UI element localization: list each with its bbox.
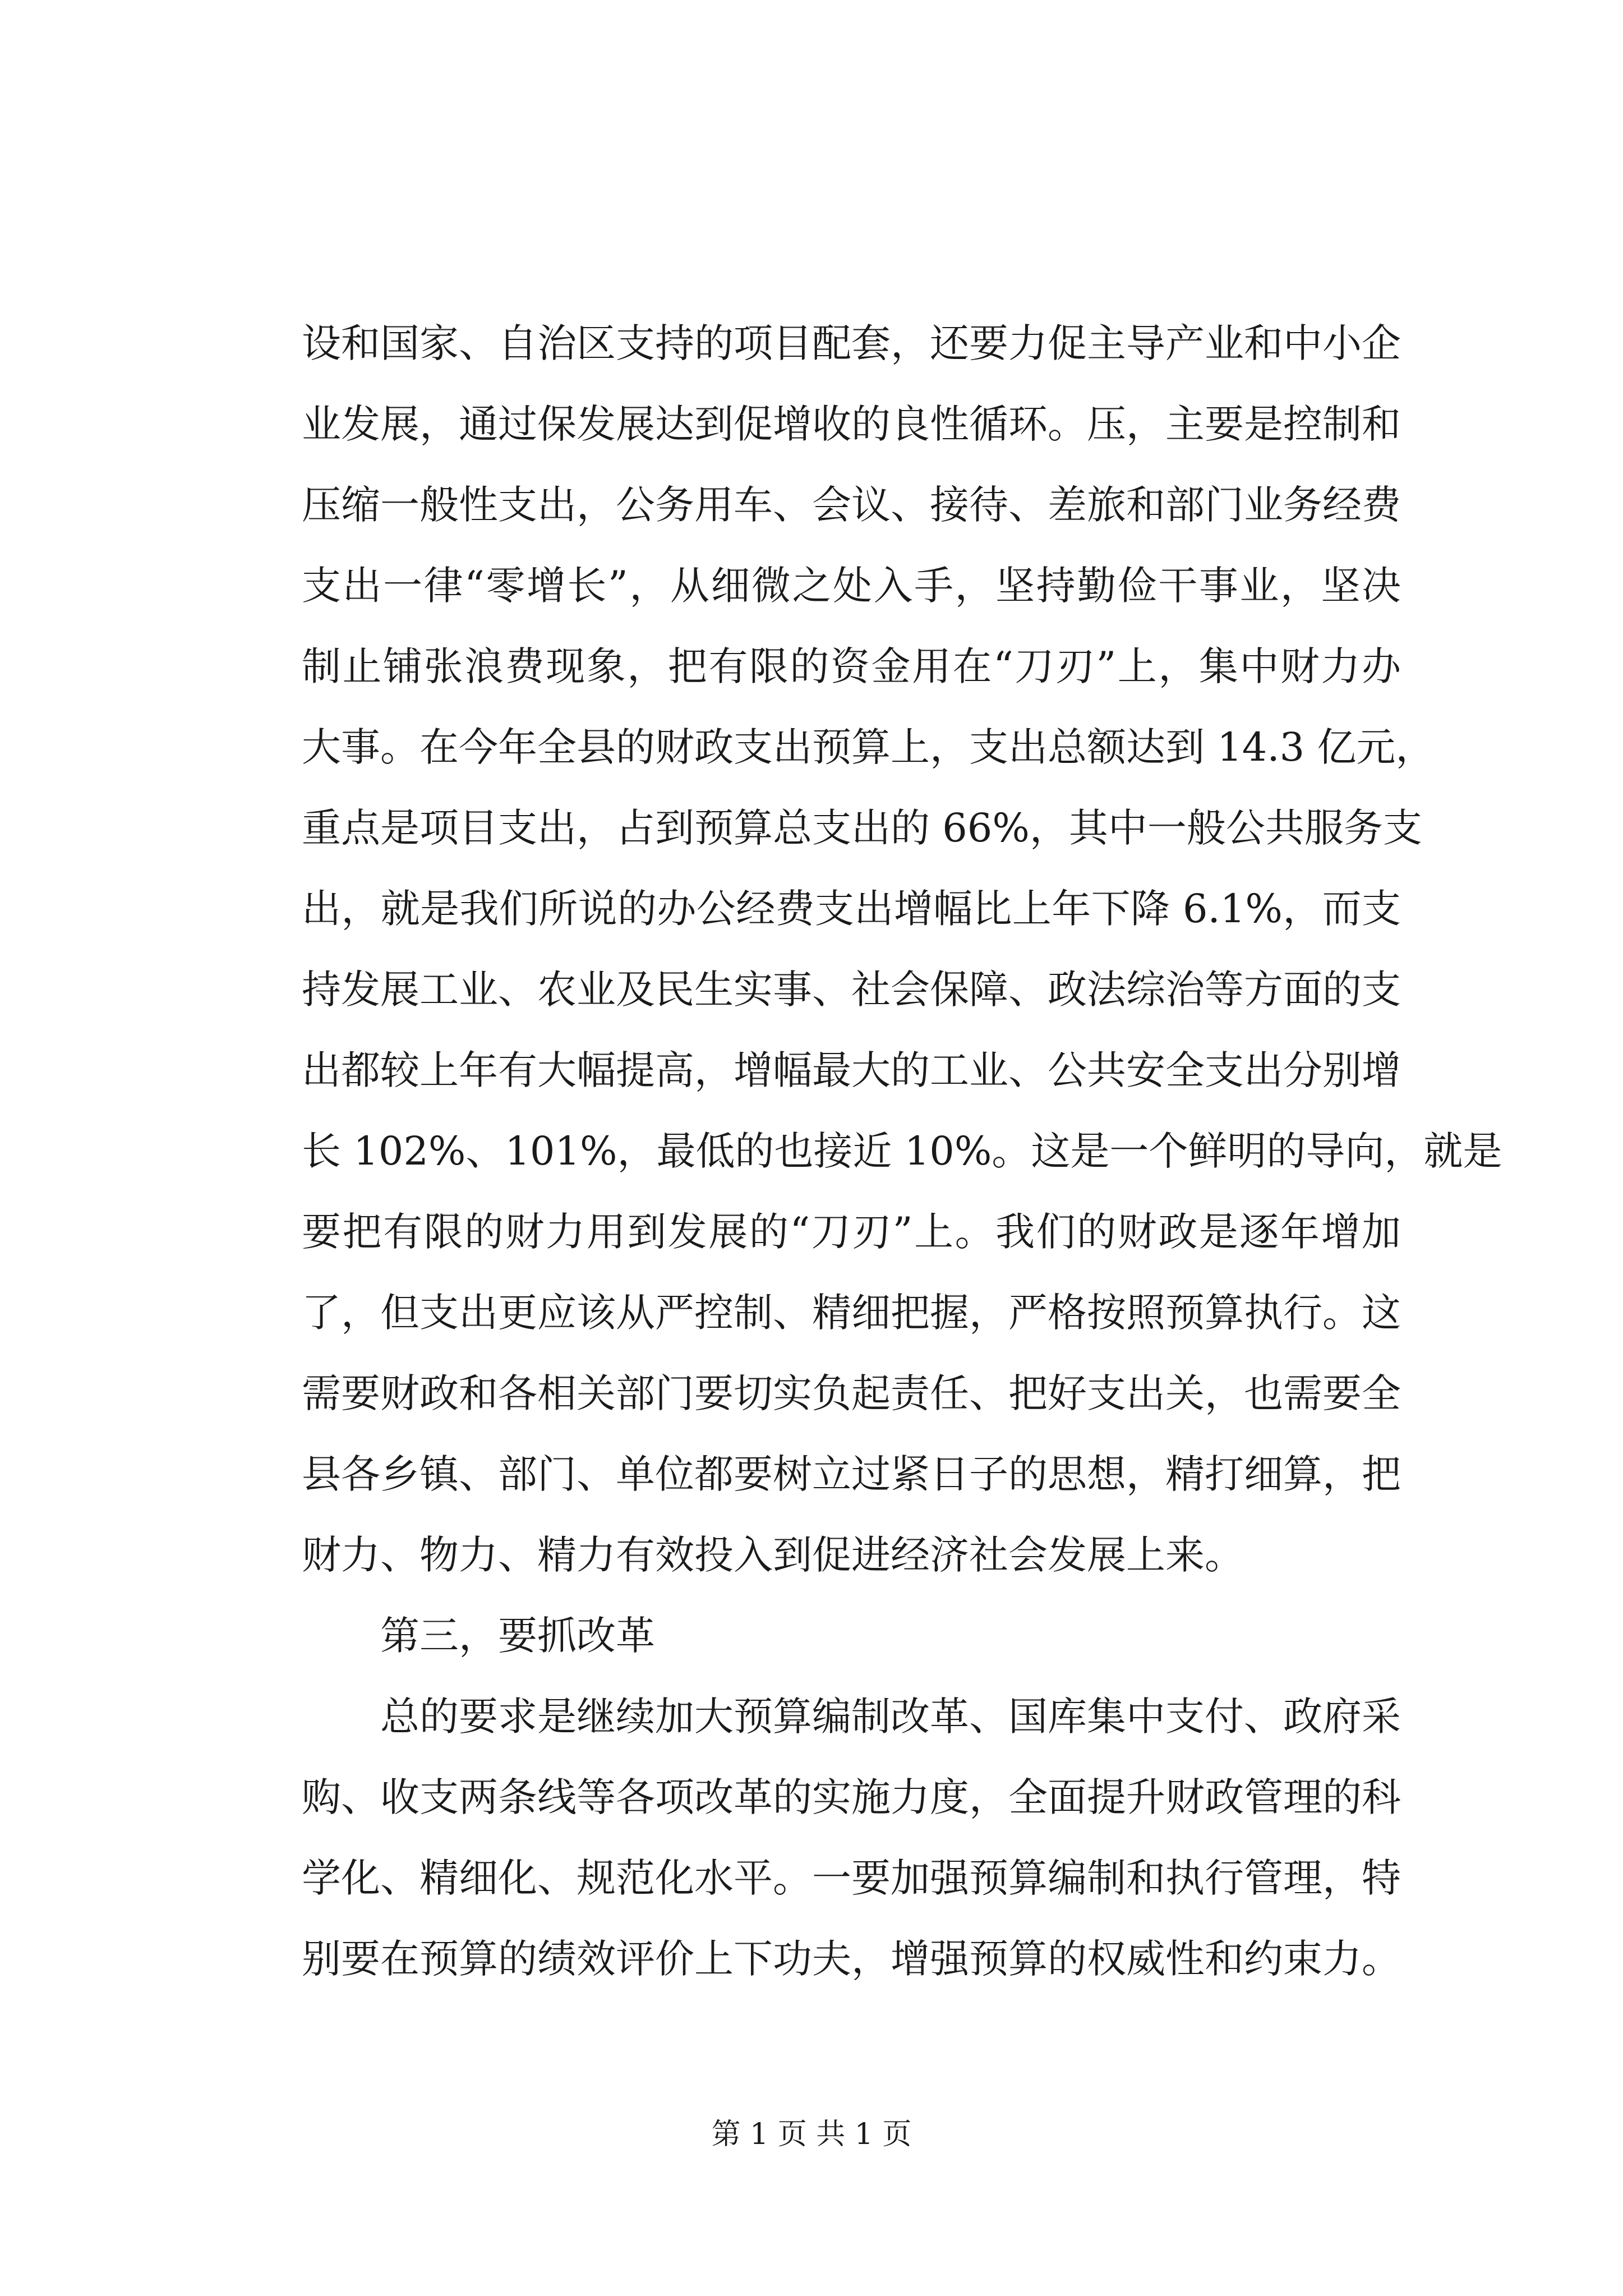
text-line: 大事。在今年全县的财政支出预算上，支出总额达到 14.3 亿元，: [302, 724, 1435, 770]
text-line: 设和国家、自治区支持的项目配套，还要力促主导产业和中小企: [302, 320, 1401, 366]
text-line: 总的要求是继续加大预算编制改革、国库集中支付、政府采: [380, 1694, 1401, 1740]
page-number-label: 第 1 页 共 1 页: [711, 2118, 912, 2151]
section-heading: 第三，要抓改革: [380, 1613, 655, 1659]
page-footer: [0, 2115, 1623, 2154]
text-line: 需要财政和各相关部门要切实负起责任、把好支出关，也需要全: [302, 1370, 1401, 1416]
text-line: 了，但支出更应该从严控制、精细把握，严格按照预算执行。这: [302, 1290, 1401, 1336]
text-line: 购、收支两条线等各项改革的实施力度，全面提升财政管理的科: [302, 1774, 1401, 1820]
text-line: 压缩一般性支出，公务用车、会议、接待、差旅和部门业务经费: [302, 482, 1401, 528]
text-line: 县各乡镇、部门、单位都要树立过紧日子的思想，精打细算，把: [302, 1451, 1401, 1497]
text-line: 制止铺张浪费现象，把有限的资金用在“刀刃”上，集中财力办: [302, 643, 1401, 689]
text-line: 财力、物力、精力有效投入到促进经济社会发展上来。: [302, 1532, 1244, 1578]
text-line: 支出一律“零增长”，从细微之处入手，坚持勤俭干事业，坚决: [302, 563, 1401, 609]
text-line: 学化、精细化、规范化水平。一要加强预算编制和执行管理，特: [302, 1855, 1401, 1901]
body-text: [302, 303, 1502, 1999]
text-line: 出都较上年有大幅提高，增幅最大的工业、公共安全支出分别增: [302, 1047, 1401, 1093]
text-line: 业发展，通过保发展达到促增收的良性循环。压，主要是控制和: [302, 401, 1401, 447]
text-line: 出，就是我们所说的办公经费支出增幅比上年下降 6.1%，而支: [302, 886, 1401, 932]
text-line: 要把有限的财力用到发展的“刀刃”上。我们的财政是逐年增加: [302, 1209, 1401, 1255]
text-line: 重点是项目支出，占到预算总支出的 66%，其中一般公共服务支: [302, 805, 1422, 851]
text-line: 别要在预算的绩效评价上下功夫，增强预算的权威性和约束力。: [302, 1936, 1401, 1982]
text-line: 持发展工业、农业及民生实事、社会保障、政法综治等方面的支: [302, 967, 1401, 1013]
text-line: 长 102%、101%，最低的也接近 10%。这是一个鲜明的导向，就是: [302, 1128, 1502, 1174]
